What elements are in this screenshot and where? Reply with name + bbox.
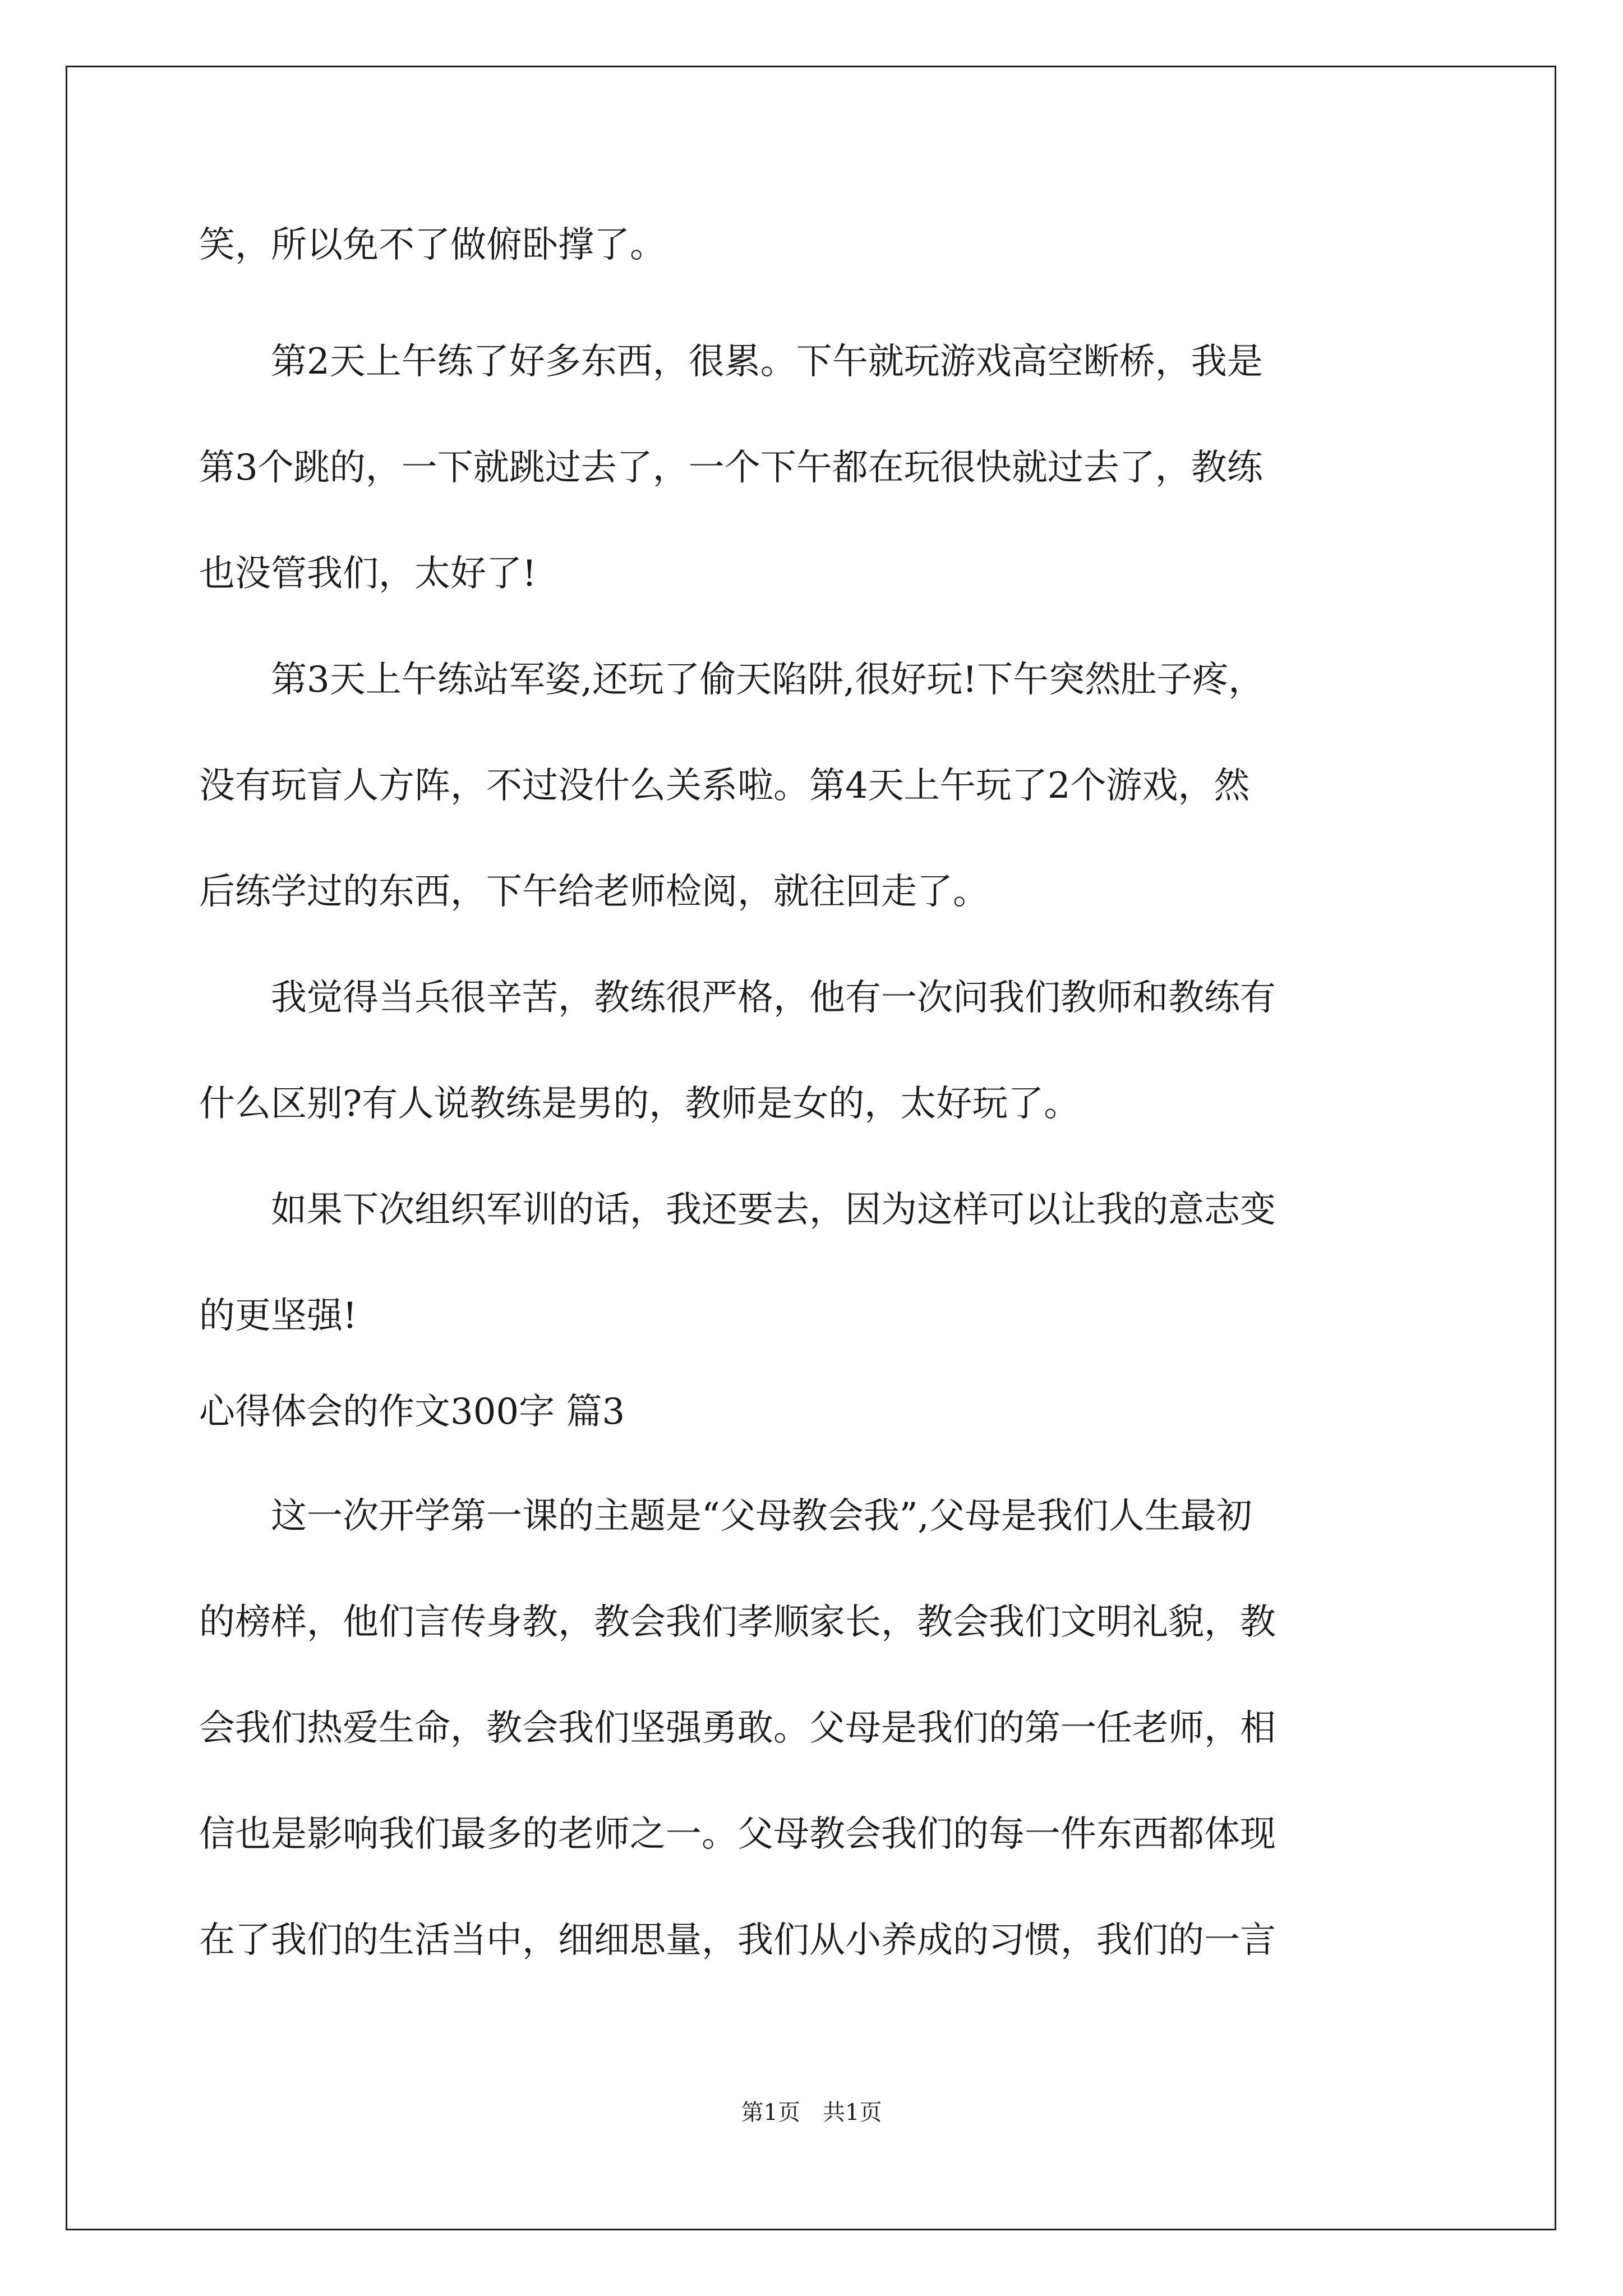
text-line-8: 我觉得当兵很辛苦，教练很严格，他有一次问我们教师和教练有 bbox=[199, 977, 1276, 1019]
text-line-13: 这一次开学第一课的主题是“父母教会我”,父母是我们人生最初 bbox=[199, 1496, 1252, 1537]
page-footer: 第1页 共1页 bbox=[741, 2100, 882, 2125]
text-line-5: 第3天上午练站军姿,还玩了偷天陷阱,很好玩!下午突然肚子疼， bbox=[199, 659, 1265, 701]
text-line-3: 第3个跳的，一下就跳过去了，一个下午都在玩很快就过去了，教练 bbox=[199, 447, 1263, 489]
page-border bbox=[66, 66, 1556, 2230]
text-line-14: 的榜样，他们言传身教，教会我们孝顺家长，教会我们文明礼貌，教 bbox=[199, 1602, 1276, 1643]
text-line-2: 第2天上午练了好多东西，很累。下午就玩游戏高空断桥，我是 bbox=[199, 341, 1263, 383]
text-line-17: 在了我们的生活当中，细细思量，我们从小养成的习惯，我们的一言 bbox=[199, 1920, 1276, 1961]
text-line-16: 信也是影响我们最多的老师之一。父母教会我们的每一件东西都体现 bbox=[199, 1814, 1276, 1855]
text-line-10: 如果下次组织军训的话，我还要去，因为这样可以让我的意志变 bbox=[199, 1189, 1276, 1231]
text-line-1: 笑，所以免不了做俯卧撑了。 bbox=[199, 224, 666, 266]
text-line-7: 后练学过的东西，下午给老师检阅，就往回走了。 bbox=[199, 871, 989, 913]
text-line-6: 没有玩盲人方阵，不过没什么关系啦。第4天上午玩了2个游戏，然 bbox=[199, 765, 1250, 807]
text-line-4: 也没管我们，太好了! bbox=[199, 553, 537, 595]
text-line-11: 的更坚强! bbox=[199, 1295, 357, 1337]
text-line-15: 会我们热爱生命，教会我们坚强勇敢。父母是我们的第一任老师，相 bbox=[199, 1708, 1276, 1749]
text-line-9: 什么区别?有人说教练是男的，教师是女的，太好玩了。 bbox=[199, 1083, 1080, 1125]
section-heading: 心得体会的作文300字 篇3 bbox=[199, 1391, 625, 1433]
